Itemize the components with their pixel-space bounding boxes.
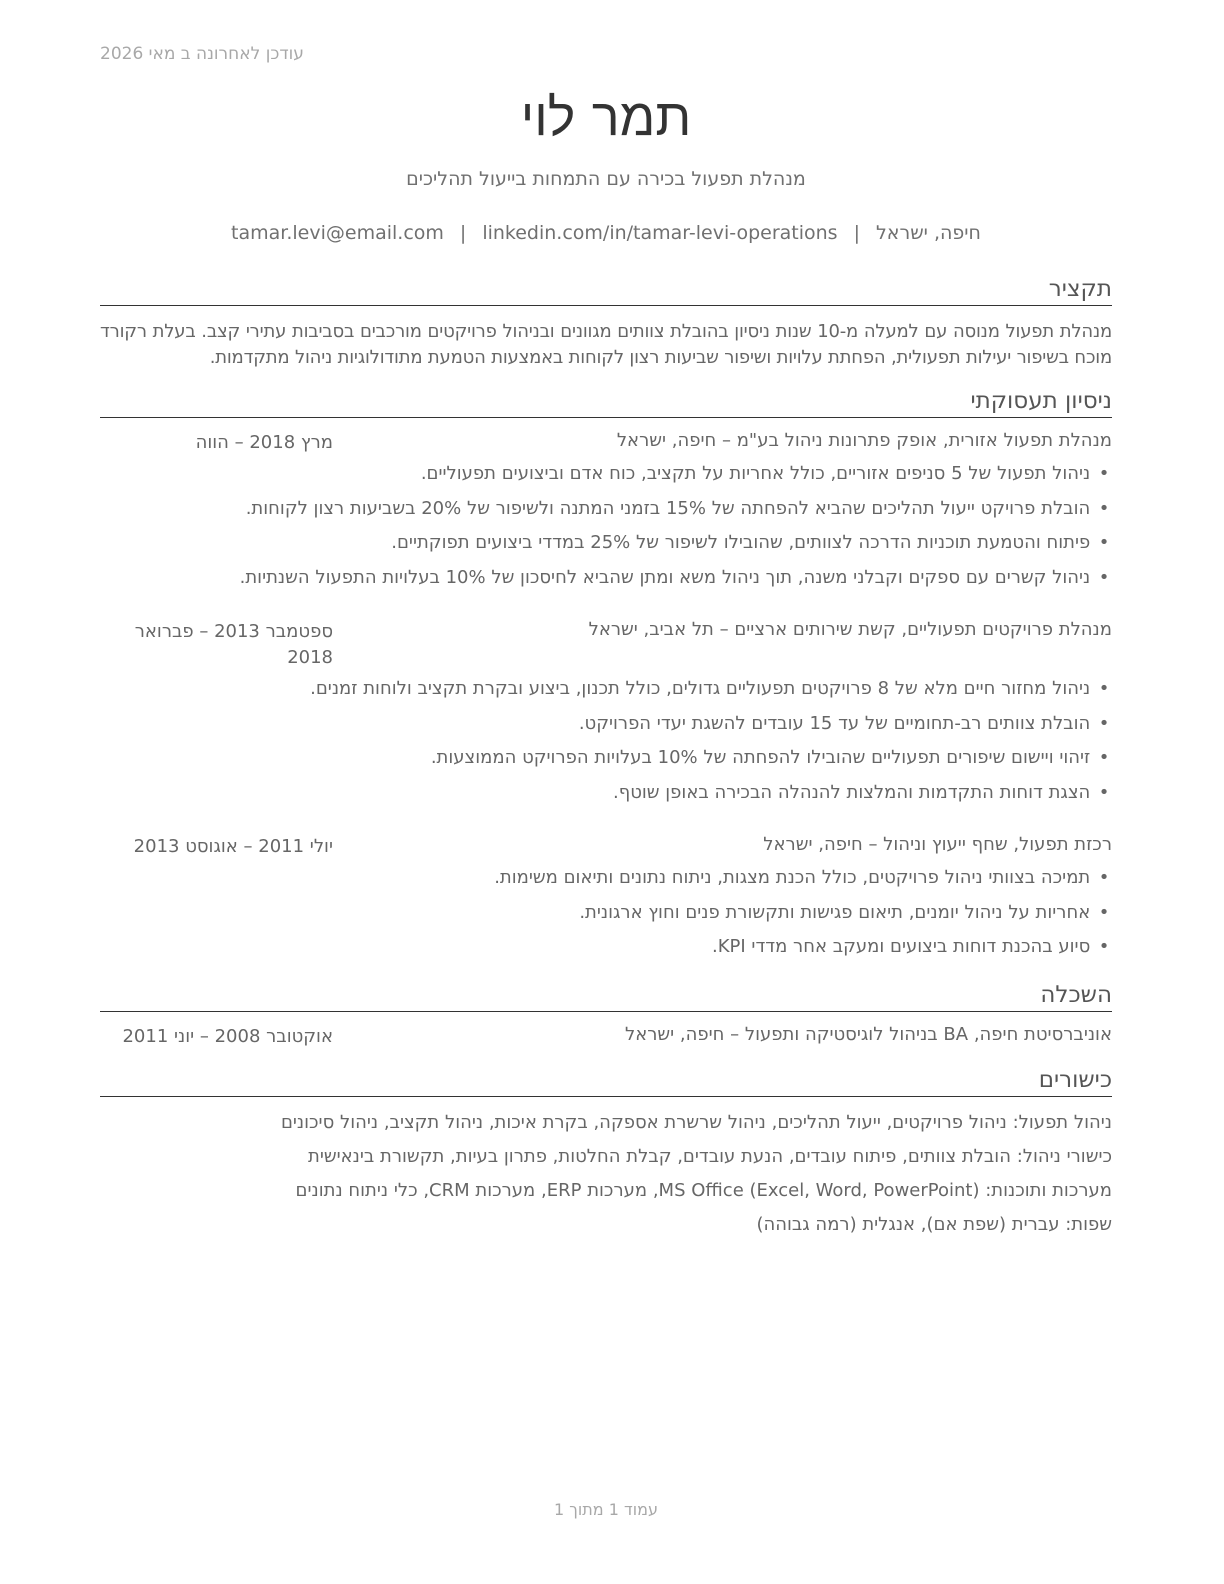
job-bullets	[100, 461, 1112, 599]
location: חיפה, ישראל	[875, 222, 981, 244]
contact-separator: |	[459, 222, 467, 244]
education-dates: אוקטובר 2008 – יוני 2011	[122, 1026, 333, 1047]
bullet-icon: •	[1098, 532, 1110, 553]
candidate-name: תמר לוי	[520, 88, 692, 148]
bullet-icon: •	[1098, 712, 1110, 734]
last-updated: עודכן לאחרונה ב מאי 2026	[100, 44, 304, 64]
job-header	[100, 619, 1112, 668]
skill-line: מערכות ותוכנות: MS Office (Excel, Word, PowerPoint), מערכות ERP, מערכות CRM, כלי ניתוח נתונים	[295, 1180, 1112, 1201]
email-link[interactable]: tamar.levi@email.com	[231, 222, 444, 244]
list-item: • הצגת דוחות התקדמות והמלצות להנהלה הבכירה באופן שוטף.	[100, 780, 1112, 815]
bullet-icon: •	[1098, 497, 1110, 519]
list-item: • ניהול תפעול של 5 סניפים אזוריים, כולל אחריות על תקציב, כוח אדם וביצועים תפעוליים.	[100, 461, 1112, 496]
job-dates: מרץ 2018 – הווה	[195, 432, 333, 453]
education-heading: השכלה	[100, 980, 1112, 1012]
bullet-icon: •	[1098, 747, 1110, 768]
job-header	[100, 834, 1112, 862]
bullet-icon: •	[1098, 936, 1110, 957]
job-header	[100, 430, 1112, 458]
candidate-headline: מנהלת תפעול בכירה עם התמחות בייעול תהליכים	[406, 168, 806, 190]
page-number: עמוד 1 מתוך 1	[554, 1500, 658, 1519]
job-dates: יולי 2011 – אוגוסט 2013	[133, 836, 333, 857]
bullet-icon: •	[1098, 678, 1110, 699]
contact-separator: |	[853, 222, 860, 244]
list-item: • אחריות על ניהול יומנים, תיאום פגישות ותקשורת פנים וחוץ ארגונית.	[100, 900, 1112, 935]
summary-text: מנהלת תפעול מנוסה עם למעלה מ-10 שנות ניסיון בהובלת צוותים מגוונים ובניהול פרויקטים מורכבים בסביבות עתירי קצב. בעלת רקורד מוכח בשיפור יעילות תפעולית, הפחתת עלויות ושיפור שביעות רצון לקוחות באמצעות הטמעת מתודולוגיות ניהול מתקדמות.	[100, 321, 1112, 368]
list-item: • הובלת צוותים רב-תחומיים של עד 15 עובדים להשגת יעדי הפרויקט.	[100, 711, 1112, 746]
resume-page	[100, 0, 1112, 1584]
bullet-icon: •	[1098, 781, 1110, 803]
job-bullets	[100, 676, 1112, 814]
list-item: • תמיכה בצוותי ניהול פרויקטים, כולל הכנת מצגות, ניתוח נתונים ותיאום משימות.	[100, 865, 1112, 900]
list-item: • ניהול קשרים עם ספקים וקבלני משנה, תוך ניהול משא ומתן שהביא לחיסכון של 10% בעלויות התפעול השנתיות.	[100, 565, 1112, 600]
degree: אוניברסיטת חיפה, BA בניהול לוגיסטיקה ותפעול – חיפה, ישראל	[624, 1024, 1112, 1045]
job-role: מנהלת פרויקטים תפעוליים, קשת שירותים ארציים – תל אביב, ישראל	[588, 619, 1112, 640]
job-bullets	[100, 865, 1112, 969]
list-item: • פיתוח והטמעת תוכניות הדרכה לצוותים, שהובילו לשיפור של 25% במדדי ביצועים תפוקתיים.	[100, 530, 1112, 565]
skills-heading: כישורים	[100, 1065, 1112, 1097]
list-item: • הובלת פרויקט ייעול תהליכים שהביא להפחתה של 15% בזמני המתנה ולשיפור של 20% בשביעות רצון לקוחות.	[100, 496, 1112, 531]
list-item: • ניהול מחזור חיים מלא של 8 פרויקטים תפעוליים גדולים, כולל תכנון, ביצוע ובקרת תקציב ולוחות זמנים.	[100, 676, 1112, 711]
skills-list	[100, 1110, 1112, 1246]
experience-heading: ניסיון תעסוקתי	[100, 386, 1112, 418]
bullet-icon: •	[1098, 901, 1110, 923]
summary-heading: תקציר	[100, 274, 1112, 306]
list-item: • זיהוי ויישום שיפורים תפעוליים שהובילו להפחתה של 10% בעלויות הפרויקט הממוצעות.	[100, 745, 1112, 780]
linkedin-link[interactable]: linkedin.com/in/tamar-levi-operations	[482, 222, 838, 244]
skill-line: שפות: עברית (שפת אם), אנגלית (רמה גבוהה)	[756, 1214, 1112, 1235]
bullet-icon: •	[1098, 566, 1110, 588]
skill-line: כישורי ניהול: הובלת צוותים, פיתוח עובדים, הנעת עובדים, קבלת החלטות, פתרון בעיות, תקשורת בינאישית	[308, 1146, 1112, 1167]
bullet-icon: •	[1098, 867, 1110, 888]
job-role: מנהלת תפעול אזורית, אופק פתרונות ניהול בע"מ – חיפה, ישראל	[616, 430, 1112, 451]
job-dates: ספטמבר 2013 – פברואר 2018	[134, 621, 333, 668]
job-role: רכזת תפעול, שחף ייעוץ וניהול – חיפה, ישראל	[763, 834, 1112, 855]
education-entry	[100, 1024, 1112, 1052]
list-item: • סיוע בהכנת דוחות ביצועים ומעקב אחר מדדי KPI.	[100, 934, 1112, 969]
skill-line: ניהול תפעול: ניהול פרויקטים, ייעול תהליכים, ניהול שרשרת אספקה, בקרת איכות, ניהול תקציב, ניהול סיכונים	[280, 1112, 1112, 1133]
bullet-icon: •	[1098, 463, 1110, 484]
contact-line	[100, 222, 1112, 244]
